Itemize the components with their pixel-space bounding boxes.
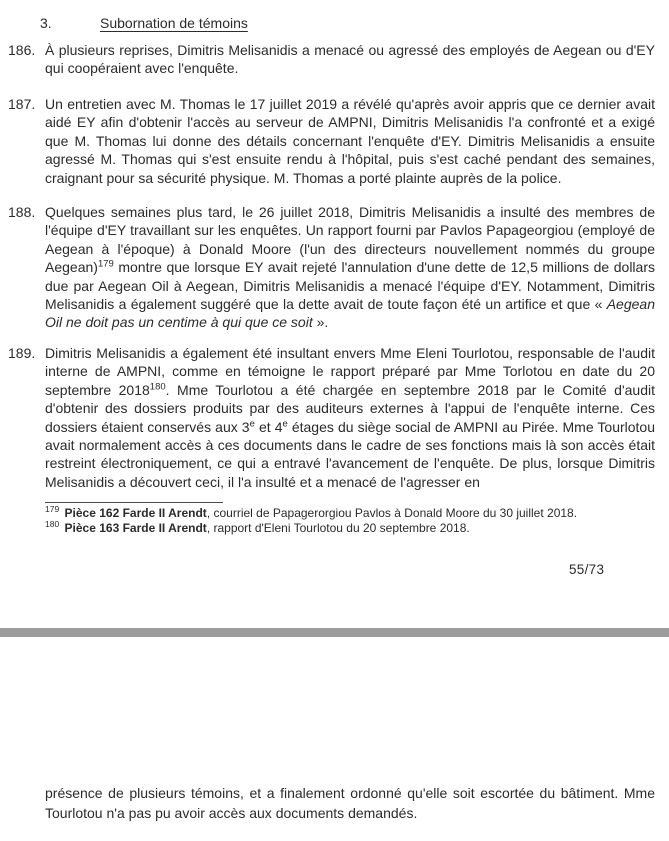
paragraph-number: 188. <box>8 204 36 220</box>
paragraph-number: 189. <box>8 345 36 361</box>
footnote-separator <box>45 502 223 503</box>
paragraph-text: À plusieurs reprises, Dimitris Melisanidis a menacé ou agressé des employés de Aegean ou d'EY qui coopéraient avec l'enquête. <box>45 42 655 77</box>
footnote-180 <box>45 521 657 536</box>
footnote-reference: Pièce 162 Farde II Arendt <box>61 506 207 520</box>
footnote-marker: 180 <box>45 519 60 529</box>
paragraph-number: 187. <box>8 96 36 112</box>
continuation-paragraph: présence de plusieurs témoins, et a finalement ordonné qu'elle soit escortée du bâtiment. Mme Tourlotou n'a pas pu avoir accès aux documents demandés. <box>45 785 655 821</box>
paragraph-text: Quelques semaines plus tard, le 26 juillet 2018, Dimitris Melisanidis a insulté des membres de l'équipe d'EY travaillant sur les enquêtes. Un rapport fourni par Pavlos Papageorgiou (employé de Aegean à l'époque) à Donald Moore (l'un des directeurs nouvellement nommés du groupe Aegean)$^{179}$ montre que lorsque EY avait rejeté l'annulation d'une dette de 12,5 millions de dollars due par Aegean Oil à Aegean, Dimitris Melisanidis a menacé l'équipe d'EY. Notamment, Dimitris Melisanidis a également suggéré que la dette avait de toute façon été un artifice et que « Aegean Oil ne doit pas un centime à qui que ce soit ». <box>45 204 655 331</box>
section-heading <box>40 15 248 31</box>
page-separator-bar <box>0 628 669 637</box>
paragraph-number: 186. <box>8 42 36 58</box>
footnote-179 <box>45 506 657 521</box>
page-number: 55/73 <box>569 562 605 577</box>
footnote-text: , courriel de Papagerorgiou Pavlos à Donald Moore du 30 juillet 2018. <box>206 506 578 520</box>
paragraph-189 <box>8 344 658 491</box>
paragraph-186 <box>8 41 658 78</box>
footnote-marker: 179 <box>45 504 60 514</box>
paragraph-text: Un entretien avec M. Thomas le 17 juillet 2019 a révélé qu'après avoir appris que ce dernier avait aidé EY afin d'obtenir l'accès au serveur de AMPNI, Dimitris Melisanidis l'a confronté et a exigé que M. Thomas lui donne des détails concernant l'enquête d'EY. Dimitris Melisanidis a ensuite agressé M. Thomas qui s'est ensuite rendu à l'hôpital, puis s'est caché pendant des semaines, craignant pour sa sécurité physique. M. Thomas a porté plainte auprès de la police. <box>45 96 655 186</box>
footnote-text: , rapport d'Eleni Tourlotou du 20 septembre 2018. <box>206 521 470 535</box>
section-title: Subornation de témoins <box>100 15 248 31</box>
paragraph-187 <box>8 95 658 187</box>
footnote-list <box>45 506 657 536</box>
footnote-reference: Pièce 163 Farde II Arendt <box>61 521 207 535</box>
paragraph-188 <box>8 203 658 332</box>
paragraph-text: Dimitris Melisanidis a également été insultant envers Mme Eleni Tourlotou, responsable de l'audit interne de AMPNI, comme en témoigne le rapport préparé par Mme Torlotou en date du 20 septembre 2018$^{180}$. Mme Tourlotou a été chargée en septembre 2018 par le Comité d'audit d'obtenir des dossiers produits par des auditeurs externes à l'appui de l'enquête interne. Ces dossiers étaient conservés aux 3e et 4e étages du siège social de AMPNI au Pirée. Mme Tourlotou avait normalement accès à ces documents dans le cadre de ses fonctions mais là son accès était restreint électroniquement, ce qui a entravé l'avancement de l'enquête. De plus, lorsque Dimitris Melisanidis a découvert ceci, il l'a insulté et a menacé de l'agresser en <box>45 345 656 490</box>
section-number: 3. <box>40 15 52 31</box>
